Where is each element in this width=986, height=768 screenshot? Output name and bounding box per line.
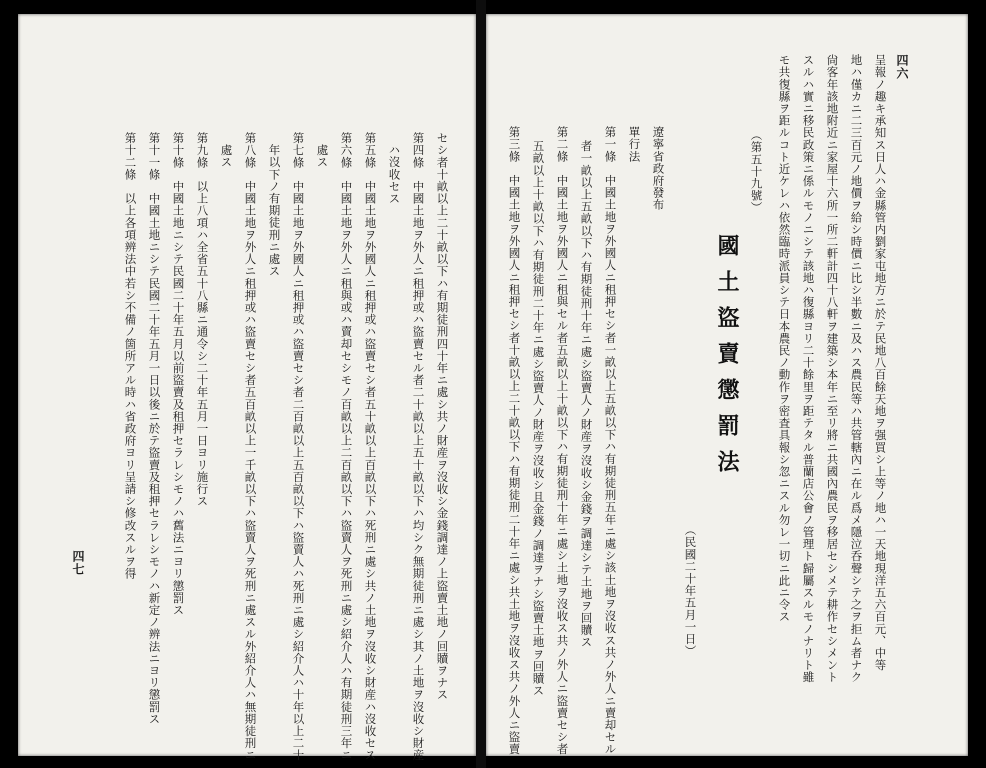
text-column: 地ハ僅カニ二三百元ノ地價ヲ給シ時價ニ比シ半數ニ及ハス農民等ハ共管轄內ニ在ル爲メ隱泣呑聲シテ之ヲ拒ム者ナク <box>849 54 864 684</box>
text-column: 者一畝以上五畝以下ハ有期徒刑十年ニ處シ盜賣人ノ財産ヲ沒收シ金錢ヲ調達シテ土地ヲ回贖ス <box>579 140 594 649</box>
text-column: 第六條 中國土地ヲ外人ニ租與或ハ賣却セシモノ百畝以上二百畝以下ハ盜賣人ヲ死刑ニ處シ紹介人ハ有期徒刑三年ニ <box>339 132 354 762</box>
section-number: （第五十九號） <box>749 129 764 214</box>
text-column: 第十二條 以上各項辨法中若シ不備ノ箇所アル時ハ省政府ヨリ呈請シ修改スルヲ得 <box>123 132 138 580</box>
text-column: 年以下ノ有期徒刑ニ處ス <box>267 144 282 278</box>
text-column: 處ス <box>219 144 234 169</box>
page-number: 四七 <box>71 550 85 576</box>
text-column: 第七條 中國土地ヲ外國人ニ租押或ハ盜賣セシ者二百畝以上五百畝以下ハ盜賣人ハ死刑ニ處シ紹介人ハ十年以上二十 <box>291 132 306 762</box>
text-column: 呈報ノ趣キ承知ス日人ハ金縣管内劉家屯地方ニ於テ民地八百餘天地ヲ强買シ上等ノ地ハ一天地現洋五六百元、中等 <box>873 54 888 672</box>
text-column: 第二條 中國土地ヲ外國人ニ租與セル者五畝以上十畝以下ハ有期徒刑十年ニ處シ土地ヲ沒收ス共ノ外人ニ盜賣セシ者 <box>555 126 570 756</box>
text-column: 遼寧省政府發布 <box>651 126 666 211</box>
text-column: 第四條 中國土地ヲ外人ニ租押或ハ盜賣セル者二十畝以上五十畝以下ハ均シク無期徒刑ニ處シ其ノ土地ヲ沒收シ財産 <box>411 132 426 762</box>
text-column: ハ沒收セス <box>387 144 402 205</box>
text-column: スルハ實ニ移民政策ニ係ルモノニシテ該地ハ復縣ヨリ二十餘里ヲ距テタル普蘭店公會ノ管理ト歸屬スルモノナリト雖 <box>801 54 816 684</box>
book-gutter <box>476 0 486 768</box>
text-column: 第九條 以上八項ハ全省五十八縣ニ通令シ二十年五月一日ヨリ施行ス <box>195 132 210 508</box>
text-column: 第一條 中國土地ヲ外國人ニ租押セシ者一畝以上五畝以下ハ有期徒刑五年ニ處シ該土地ヲ沒收ス共ノ外人ニ賣却セル <box>603 126 618 756</box>
text-column: 第三條 中國土地ヲ外國人ニ租押セシ者十畝以上二十畝以下ハ有期徒刑二十年ニ處シ共土地ヲ沒收ス共ノ外人ニ盜賣 <box>507 126 522 756</box>
text-column: 尙客年該地附近ニ家屋十六所一所二軒計四十八軒ヲ建築シ本年ニ至リ將ニ共國內農民ヲ移居セシメテ耕作セシメント <box>825 54 840 684</box>
text-column: 第五條 中國土地ヲ外國人ニ租押或ハ盜賣セシ者五十畝以上百畝以下ハ死刑ニ處シ共ノ土地ヲ沒收シ財産ハ沒收セス <box>363 132 378 762</box>
text-column: モ共復縣ヲ距ルコト近ケレハ依然臨時派員シテ日本農民ノ動作ヲ密査具報シ忽ニスル勿レ一切ニ此ニ令ス <box>777 54 792 623</box>
page-title: 國土盜賣懲罰法 <box>714 234 740 486</box>
text-column: 處ス <box>315 144 330 169</box>
date-line: （民國二十年五月一日） <box>683 524 698 658</box>
text-column: 第十條 中國土地ニシテ民國二十年五月以前盜賣及租押セラレシモノハ舊法ニヨリ懲罰ス <box>171 132 186 616</box>
right-page <box>486 14 968 756</box>
text-column: 第十一條 中國土地ニシテ民國二十年五月一日以後ニ於テ盜賣及租押セラレシモノハ新定ノ辨法ニヨリ懲罰ス <box>147 132 162 725</box>
text-column: 單行法 <box>627 126 642 163</box>
left-page <box>18 14 476 762</box>
text-column: セシ者十畝以上二十畝以下ハ有期徒刑四十年ニ處シ共ノ財産ヲ沒收シ金錢調達ノ上盜賣土地ノ回贖ヲナス <box>435 132 450 701</box>
text-column: 第八條 中國土地ヲ外人ニ租押或ハ盜賣セシ者五百畝以上一千畝以下ハ盜賣人ヲ死刑ニ處スル外紹介人ハ無期徒刑ニ <box>243 132 258 762</box>
page-number: 四六 <box>895 54 909 80</box>
text-column: 五畝以上十畝以下ハ有期徒刑二十年ニ處シ盜賣人ノ財産ヲ沒收シ且金錢ノ調達ヲナシ盜賣土地ヲ回贖ス <box>531 140 546 697</box>
